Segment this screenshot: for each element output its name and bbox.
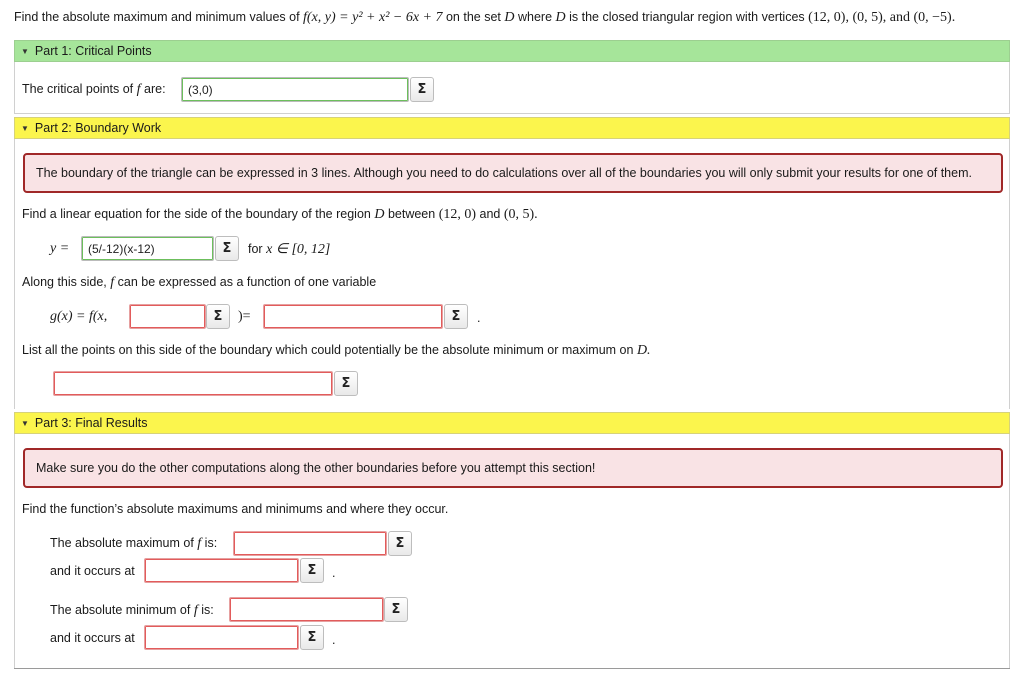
problem-lead: Find the absolute maximum and minimum values of [14, 10, 300, 24]
linear-equation-prompt [22, 207, 538, 223]
vertices: (12, 0), (0, 5), and (0, −5). [808, 10, 956, 25]
part3-header[interactable] [14, 412, 1010, 434]
min-pre: The absolute minimum of [50, 603, 191, 617]
min-occurs-label: and it occurs at [50, 631, 135, 645]
min-post: is: [201, 603, 214, 617]
linear-pre: Find a linear equation for the side of the boundary of the region [22, 207, 371, 221]
problem-desc: is the closed triangular region with vertices [569, 10, 805, 24]
function-expression: f(x, y) = y² + x² − 6x + 7 [303, 10, 443, 25]
g-close-paren: )= [238, 309, 251, 324]
sigma-icon[interactable]: Σ [444, 304, 468, 329]
along-var: f [110, 275, 115, 290]
linear-point-1: (12, 0) [438, 207, 477, 222]
period: . [332, 633, 336, 647]
for-text: for [248, 242, 263, 256]
abs-min-label [50, 603, 214, 619]
problem-statement [14, 10, 955, 26]
min-location-input[interactable] [144, 625, 299, 650]
max-occurs-label: and it occurs at [50, 564, 135, 578]
domain-math: x ∈ [0, 12] [266, 242, 331, 257]
sigma-icon[interactable]: Σ [300, 625, 324, 650]
max-post: is: [204, 536, 218, 550]
caret-down-icon: ▼ [21, 123, 29, 133]
y-equals-label: y = [50, 241, 70, 256]
critical-label-pre: The critical points of [22, 82, 134, 96]
part2-header[interactable] [14, 117, 1010, 139]
sigma-icon[interactable]: Σ [206, 304, 230, 329]
part2-title: Part 2: Boundary Work [34, 121, 162, 135]
period: . [332, 566, 336, 580]
boundary-alert [23, 153, 1003, 193]
sigma-icon[interactable]: Σ [300, 558, 324, 583]
along-pre: Along this side, [22, 275, 107, 289]
caret-down-icon: ▼ [21, 46, 29, 56]
domain-label [248, 241, 330, 258]
bottom-divider [14, 668, 1010, 669]
problem-mid: on the set [445, 10, 501, 24]
sigma-icon[interactable]: Σ [215, 236, 239, 261]
linear-point-2: (0, 5). [503, 207, 538, 222]
abs-max-input[interactable] [233, 531, 387, 556]
set-var-2: D [555, 10, 566, 25]
final-alert-text: Make sure you do the other computations along the other boundaries before you attempt this section! [36, 461, 596, 475]
final-alert [23, 448, 1003, 488]
abs-max-label [50, 536, 217, 552]
list-pre: List all the points on this side of the boundary which could potentially be the absolute minimum or maximum on [22, 343, 634, 357]
g-of-x-label: g(x) = f(x, [50, 309, 108, 324]
part1-title: Part 1: Critical Points [34, 44, 152, 58]
max-var: f [197, 536, 202, 551]
linear-and: and [479, 207, 501, 221]
critical-label-post: are: [144, 82, 166, 96]
linear-var: D [374, 207, 385, 222]
list-points-prompt [22, 343, 651, 359]
part1-header[interactable] [14, 40, 1010, 62]
critical-points-input[interactable]: (3,0) [181, 77, 409, 102]
along-post: can be expressed as a function of one variable [117, 275, 377, 289]
g-expression-input[interactable] [263, 304, 443, 329]
caret-down-icon: ▼ [21, 418, 29, 428]
linear-equation-input[interactable]: (5/-12)(x-12) [81, 236, 214, 261]
part3-title: Part 3: Final Results [34, 416, 148, 430]
critical-points-label [22, 82, 166, 98]
sigma-icon[interactable]: Σ [388, 531, 412, 556]
period: . [477, 311, 481, 325]
abs-min-input[interactable] [229, 597, 384, 622]
candidate-points-input[interactable] [53, 371, 333, 396]
linear-mid: between [387, 207, 436, 221]
sigma-icon[interactable]: Σ [410, 77, 434, 102]
critical-label-var: f [136, 82, 141, 97]
along-side-text [22, 275, 376, 291]
sigma-icon[interactable]: Σ [334, 371, 358, 396]
g-y-input[interactable] [129, 304, 206, 329]
max-pre: The absolute maximum of [50, 536, 194, 550]
final-prompt: Find the function’s absolute maximums and minimums and where they occur. [22, 502, 449, 516]
boundary-alert-text: The boundary of the triangle can be expressed in 3 lines. Although you need to do calculations over all of the boundaries you will only submit your results for one of them. [36, 166, 972, 180]
min-var: f [193, 603, 198, 618]
max-location-input[interactable] [144, 558, 299, 583]
problem-where: where [517, 10, 553, 24]
sigma-icon[interactable]: Σ [384, 597, 408, 622]
list-var: D. [636, 343, 651, 358]
set-var: D [504, 10, 515, 25]
